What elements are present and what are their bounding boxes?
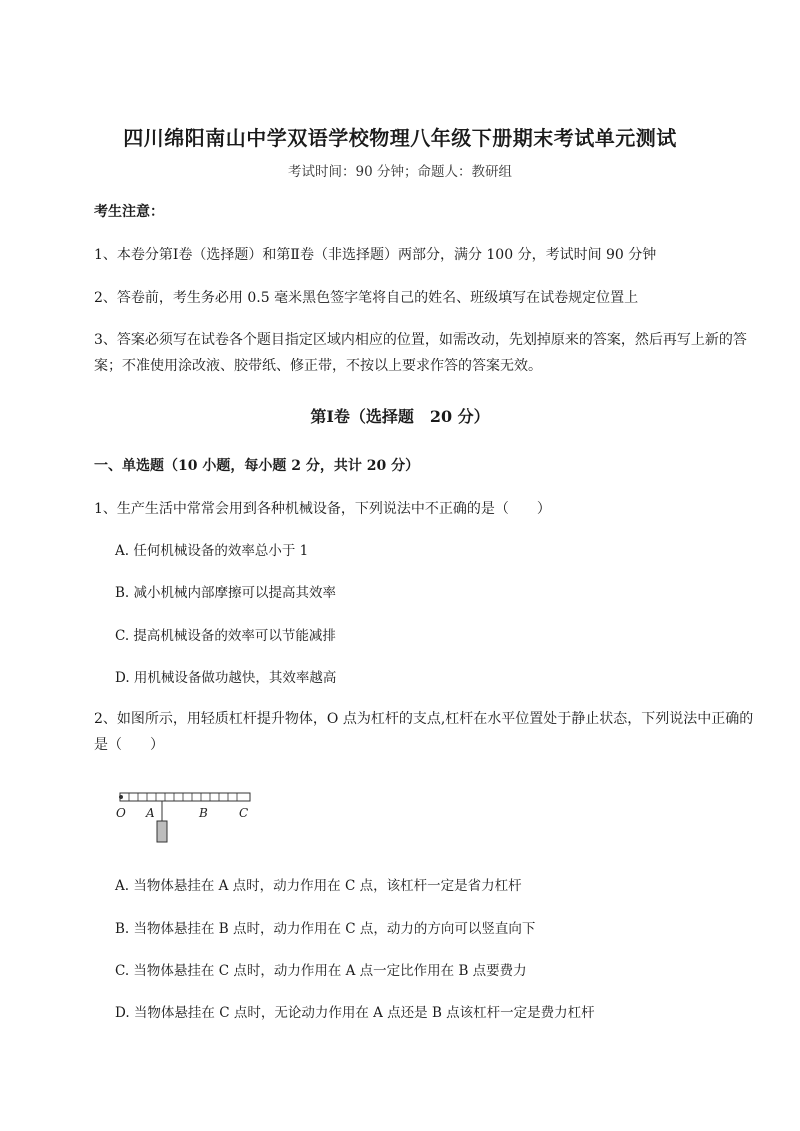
lever-ticks <box>129 793 237 801</box>
pivot-point <box>119 795 123 799</box>
option-c: C. 提高机械设备的效率可以节能减排 <box>115 628 336 644</box>
hanging-weight <box>157 821 167 842</box>
lever-figure <box>110 788 260 846</box>
label-b: B <box>199 806 208 820</box>
notice-item: 2、答卷前，考生务必用 0.5 毫米黑色签字笔将自己的姓名、班级填写在试卷规定位置上 <box>94 290 639 306</box>
label-a: A <box>146 806 155 820</box>
option-a: A. 任何机械设备的效率总小于 1 <box>115 543 309 559</box>
option-b: B. 减小机械内部摩擦可以提高其效率 <box>115 585 337 601</box>
page-title: 四川绵阳南山中学双语学校物理八年级下册期末考试单元测试 <box>123 126 677 150</box>
exam-info: 考试时间：90 分钟；命题人：教研组 <box>288 164 512 180</box>
notice-item: 1、本卷分第Ⅰ卷（选择题）和第Ⅱ卷（非选择题）两部分，满分 100 分，考试时间 90 分钟 <box>94 247 657 263</box>
option-a: A. 当物体悬挂在 A 点时，动力作用在 C 点，该杠杆一定是省力杠杆 <box>115 878 522 894</box>
label-c: C <box>239 806 249 820</box>
notice-item: 3、答案必须写在试卷各个题目指定区域内相应的位置，如需改动，先划掉原来的答案，然后再写上新的答案；不准使用涂改液、胶带纸、修正带，不按以上要求作答的答案无效。 <box>94 332 747 374</box>
question-stem: 2、如图所示，用轻质杠杆提升物体，O 点为杠杆的支点,杠杆在水平位置处于静止状态，下列说法中正确的是（ ） <box>94 711 754 753</box>
section-heading: 一、单选题（10 小题，每小题 2 分，共计 20 分） <box>94 458 420 474</box>
lever-bar <box>120 793 250 801</box>
question-stem: 1、生产生活中常常会用到各种机械设备，下列说法中不正确的是（ ） <box>94 501 551 517</box>
option-b: B. 当物体悬挂在 B 点时，动力作用在 C 点，动力的方向可以竖直向下 <box>115 921 536 937</box>
option-d: D. 用机械设备做功越快，其效率越高 <box>115 670 337 686</box>
option-c: C. 当物体悬挂在 C 点时，动力作用在 A 点一定比作用在 B 点要费力 <box>115 963 527 979</box>
label-o: O <box>116 806 126 820</box>
part-title: 第Ⅰ卷（选择题 20 分） <box>310 407 490 426</box>
notice-heading: 考生注意： <box>94 204 164 220</box>
option-d: D. 当物体悬挂在 C 点时，无论动力作用在 A 点还是 B 点该杠杆一定是费力杠杆 <box>115 1005 595 1021</box>
